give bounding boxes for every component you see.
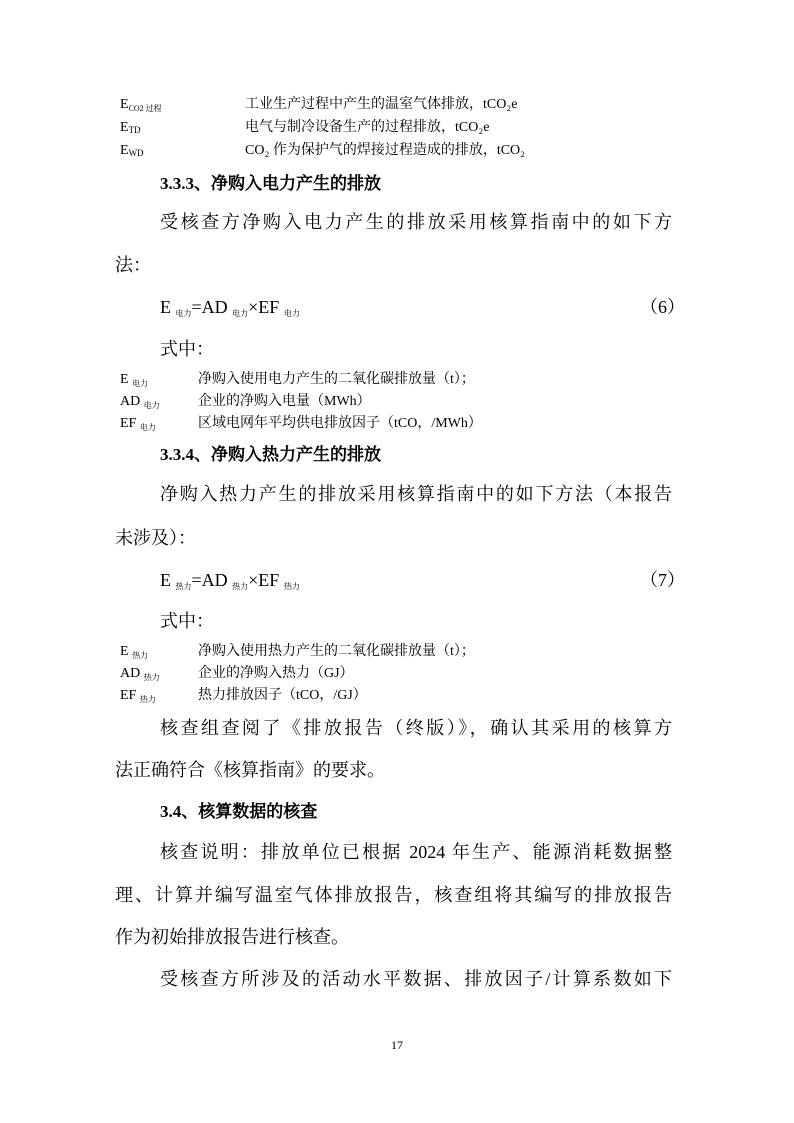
def-desc: 热力排放因子（tCO，/GJ） — [198, 688, 367, 703]
formula-part: E — [160, 297, 171, 317]
paragraph-line: 核查说明：排放单位已根据 2024 年生产、能源消耗数据整 — [160, 842, 672, 862]
symbol: E — [120, 97, 129, 112]
paragraph-line: 作为初始排放报告进行核查。 — [115, 927, 349, 947]
subscript: WD — [128, 148, 144, 158]
def-desc: 净购入使用热力产生的二氧化碳排放量（t）； — [198, 644, 475, 659]
section-heading: 3.3.3、净购入电力产生的排放 — [160, 174, 381, 193]
where-label: 式中： — [160, 611, 214, 631]
def-symbol — [120, 645, 148, 660]
formula-part: E — [160, 570, 171, 590]
def-symbol — [120, 395, 160, 410]
def-symbol — [120, 667, 160, 682]
paragraph-line: 法正确符合《核算指南》的要求。 — [115, 760, 385, 780]
symbol: AD — [120, 666, 141, 681]
formula-part: =AD — [191, 297, 228, 317]
formula-part: =AD — [191, 570, 228, 590]
formula-part: ×EF — [248, 297, 280, 317]
subscript: 热力 — [283, 582, 300, 591]
formula-number: （6） — [640, 297, 685, 317]
def-symbol — [120, 373, 148, 388]
section-heading: 3.4、核算数据的核查 — [160, 802, 318, 821]
var-desc: 工业生产过程中产生的温室气体排放，tCO₂e — [245, 97, 518, 112]
subscript: 电力 — [232, 309, 249, 318]
subscript: 电力 — [283, 309, 300, 318]
symbol: AD — [120, 394, 141, 409]
subscript: 电力 — [139, 423, 156, 432]
page-number: 17 — [391, 1038, 403, 1052]
var-symbol — [120, 144, 144, 158]
symbol: E — [120, 644, 129, 659]
symbol: E — [120, 372, 129, 387]
symbol: EF — [120, 416, 137, 431]
subscript: TD — [128, 125, 141, 135]
var-desc: CO₂ 作为保护气的焊接过程造成的排放，tCO₂ — [245, 143, 526, 158]
def-symbol — [120, 417, 156, 432]
subscript: 热力 — [143, 673, 160, 682]
subscript: 热力 — [139, 695, 156, 704]
subscript: 电力 — [143, 401, 160, 410]
def-desc: 企业的净购入电量（MWh） — [198, 394, 371, 409]
def-desc: 区域电网年平均供电排放因子（tCO，/MWh） — [198, 416, 482, 431]
paragraph-line: 理、计算并编写温室气体排放报告，核查组将其编写的排放报告 — [115, 885, 672, 905]
symbol: E — [120, 120, 129, 135]
symbol: E — [120, 143, 129, 158]
symbol: EF — [120, 688, 137, 703]
var-symbol — [120, 98, 162, 113]
def-symbol — [120, 689, 156, 704]
section-heading: 3.3.4、净购入热力产生的排放 — [160, 445, 381, 464]
formula-part: ×EF — [248, 570, 280, 590]
subscript: 电力 — [175, 309, 192, 318]
paragraph-line: 法： — [115, 255, 151, 275]
paragraph-line: 受核查方所涉及的活动水平数据、排放因子/计算系数如下 — [160, 969, 672, 989]
def-desc: 企业的净购入热力（GJ） — [198, 666, 354, 681]
subscript: 热力 — [232, 582, 249, 591]
paragraph-line: 受核查方净购入电力产生的排放采用核算指南中的如下方 — [160, 212, 672, 232]
subscript: 电力 — [132, 379, 149, 388]
subscript: 热力 — [132, 651, 149, 660]
formula-number: （7） — [640, 570, 685, 590]
var-symbol — [120, 121, 141, 135]
var-desc: 电气与制冷设备生产的过程排放，tCO₂e — [245, 120, 490, 135]
formula — [160, 571, 300, 591]
paragraph-line: 核查组查阅了《排放报告（终版）》，确认其采用的核算方 — [160, 718, 672, 738]
where-label: 式中： — [160, 339, 214, 359]
paragraph-line: 未涉及）： — [115, 528, 196, 548]
paragraph-line: 净购入热力产生的排放采用核算指南中的如下方法（本报告 — [160, 484, 672, 504]
subscript: CO2 过程 — [128, 104, 162, 113]
subscript: 热力 — [175, 582, 192, 591]
formula — [160, 298, 300, 318]
def-desc: 净购入使用电力产生的二氧化碳排放量（t）； — [198, 372, 475, 387]
